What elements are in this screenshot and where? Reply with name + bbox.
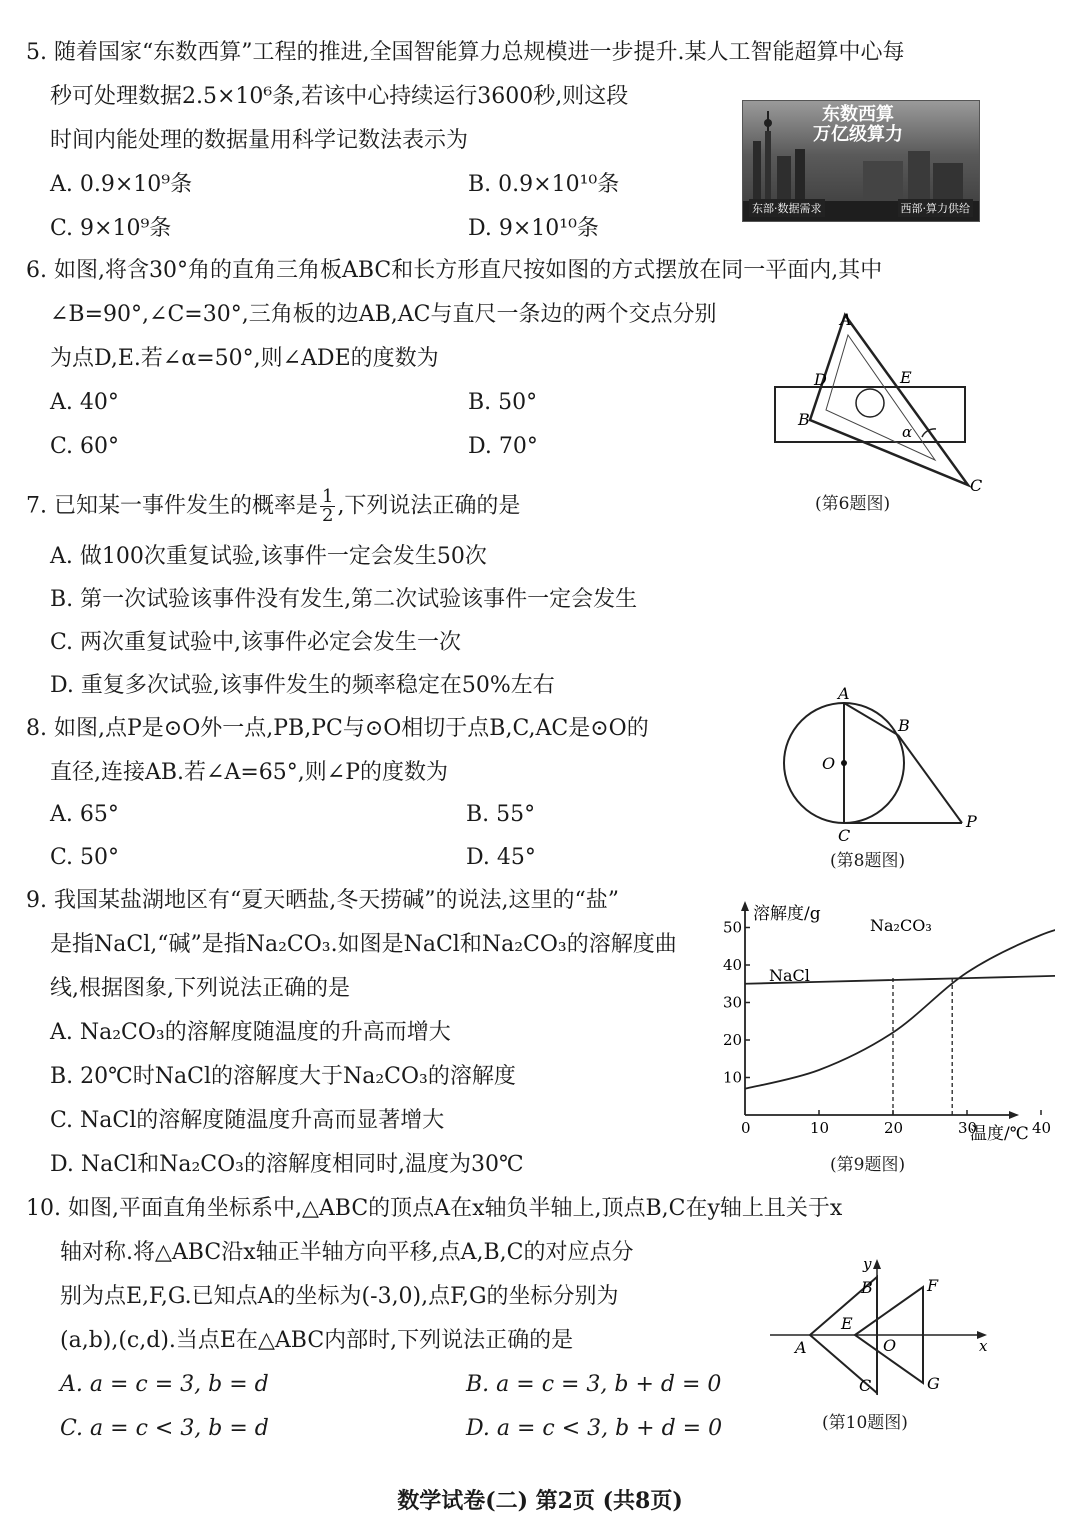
center-dot <box>841 760 847 766</box>
q8-caption: (第8题图) <box>830 851 906 871</box>
label-y: y <box>863 1255 872 1273</box>
label-f: F <box>927 1276 939 1295</box>
triangle-abc <box>810 315 968 485</box>
q5-option-c: C. 9×10⁹条 <box>50 216 172 241</box>
q6-line1: 6. 如图,将含30°角的直角三角板ABC和长方形直尺按如图的方式摆放在同一平面内,其中 <box>26 258 883 283</box>
x-axis-arrow <box>1009 1111 1019 1119</box>
y-axis-label: 溶解度/g <box>753 904 821 924</box>
label-x: x <box>979 1337 988 1355</box>
x-tick-label: 0 <box>741 1119 751 1137</box>
q9-line1: 9. 我国某盐湖地区有“夏天晒盐,冬天捞碱”的说法,这里的“盐” <box>26 888 619 913</box>
q7-option-b: B. 第一次试验该事件没有发生,第二次试验该事件一定会发生 <box>50 587 638 612</box>
q9-option-d: D. NaCl和Na₂CO₃的溶解度相同时,温度为30℃ <box>50 1152 524 1177</box>
label-b: B <box>861 1278 873 1297</box>
q9-option-c: C. NaCl的溶解度随温度升高而显著增大 <box>50 1108 445 1133</box>
q10-line2: 轴对称.将△ABC沿x轴正半轴方向平移,点A,B,C的对应点分 <box>60 1240 634 1265</box>
y-axis-arrow <box>741 901 749 911</box>
q6-line3: 为点D,E.若∠α=50°,则∠ADE的度数为 <box>50 346 439 371</box>
label-a: A <box>840 310 852 329</box>
label-e: E <box>900 368 912 387</box>
q10-option-b: B. a = c = 3, b + d = 0 <box>466 1372 722 1397</box>
label-a: A <box>838 685 850 703</box>
label-b: B <box>798 410 810 429</box>
label-o: O <box>822 754 836 773</box>
x-tick-label: 20 <box>884 1119 904 1137</box>
q6-option-a: A. 40° <box>50 390 119 415</box>
label-p: P <box>966 812 977 831</box>
q5-option-d: D. 9×10¹⁰条 <box>468 216 599 241</box>
q10-line3: 别为点E,F,G.已知点A的坐标为(-3,0),点F,G的坐标分别为 <box>60 1284 619 1309</box>
series-na2co3-line <box>745 928 1055 1089</box>
series-na2co3-label: Na₂CO₃ <box>870 916 932 935</box>
q10-caption: (第10题图) <box>822 1413 908 1433</box>
label-e: E <box>841 1314 853 1333</box>
q8-option-c: C. 50° <box>50 845 120 870</box>
label-o: O <box>883 1336 897 1355</box>
label-a: A <box>795 1338 807 1357</box>
q7-frac-num: 1 <box>321 486 334 507</box>
photo-right-tag: 西部·算力供给 <box>898 199 974 217</box>
q6-option-b: B. 50° <box>468 390 538 415</box>
y-tick-label: 40 <box>723 956 743 974</box>
triangle-hole <box>856 389 884 417</box>
q8-option-b: B. 55° <box>466 802 536 827</box>
label-d: D <box>814 370 827 389</box>
east-data-west-compute-photo <box>742 100 980 222</box>
q10-option-c: C. a = c < 3, b = d <box>60 1416 269 1441</box>
label-c: C <box>859 1376 872 1395</box>
q5-line3: 时间内能处理的数据量用科学记数法表示为 <box>50 128 469 153</box>
segment-ab <box>844 703 898 735</box>
series-nacl-label: NaCl <box>769 966 810 985</box>
y-tick-label: 30 <box>723 993 743 1012</box>
q8-line2: 直径,连接AB.若∠A=65°,则∠P的度数为 <box>50 760 449 785</box>
q8-line1: 8. 如图,点P是⊙O外一点,PB,PC与⊙O相切于点B,C,AC是⊙O的 <box>26 716 649 741</box>
y-tick-label: 20 <box>723 1031 743 1049</box>
q9-line2: 是指NaCl,“碱”是指Na₂CO₃.如图是NaCl和Na₂CO₃的溶解度曲 <box>50 932 677 957</box>
x-tick-label: 40 <box>1032 1119 1052 1137</box>
label-c: C <box>838 826 851 845</box>
label-alpha: α <box>902 423 913 441</box>
q9-line3: 线,根据图象,下列说法正确的是 <box>50 976 350 1001</box>
q8-figure <box>770 685 990 845</box>
q9-option-b: B. 20℃时NaCl的溶解度大于Na₂CO₃的溶解度 <box>50 1064 516 1089</box>
solubility-chart <box>715 895 1055 1145</box>
y-ticks <box>723 919 750 1087</box>
q8-option-a: A. 65° <box>50 802 119 827</box>
q5-line2: 秒可处理数据2.5×10⁶条,若该中心持续运行3600秒,则这段 <box>50 84 629 109</box>
photo-left-tag: 东部·数据需求 <box>749 199 825 217</box>
q10-option-d: D. a = c < 3, b + d = 0 <box>466 1416 723 1441</box>
q5-line1: 5. 随着国家“东数西算”工程的推进,全国智能算力总规模进一步提升.某人工智能超算中心每 <box>26 40 905 65</box>
y-axis-arrow <box>873 1259 881 1269</box>
q7-frac-den: 2 <box>321 505 334 526</box>
y-tick-label: 50 <box>723 918 743 937</box>
q10-line4: (a,b),(c,d).当点E在△ABC内部时,下列说法正确的是 <box>60 1328 574 1353</box>
label-b: B <box>898 716 910 735</box>
q7-line1 <box>26 488 520 525</box>
q6-figure <box>760 305 1000 495</box>
q7-line1-pre: 7. 已知某一事件发生的概率是 <box>26 493 318 519</box>
q6-caption: (第6题图) <box>815 494 891 514</box>
q7-line1-post: ,下列说法正确的是 <box>337 493 521 519</box>
q6-option-c: C. 60° <box>50 434 120 459</box>
q7-option-c: C. 两次重复试验中,该事件必定会发生一次 <box>50 630 462 655</box>
q8-option-d: D. 45° <box>466 845 536 870</box>
q7-fraction <box>320 488 335 525</box>
q5-option-b: B. 0.9×10¹⁰条 <box>468 172 620 197</box>
q10-line1: 10. 如图,平面直角坐标系中,△ABC的顶点A在x轴负半轴上,顶点B,C在y轴上且关于x <box>26 1196 843 1221</box>
x-axis-label: 温度/℃ <box>970 1124 1029 1144</box>
q7-option-a: A. 做100次重复试验,该事件一定会发生50次 <box>50 544 487 569</box>
label-c: C <box>970 476 983 495</box>
q10-option-a: A. a = c = 3, b = d <box>60 1372 269 1397</box>
reference-lines <box>893 976 952 1115</box>
x-tick-label: 10 <box>810 1119 830 1137</box>
q9-option-a: A. Na₂CO₃的溶解度随温度的升高而增大 <box>50 1020 451 1045</box>
q5-option-a: A. 0.9×10⁹条 <box>50 172 193 197</box>
tangent-pb <box>898 735 962 823</box>
x-tick-label: 30 <box>958 1119 978 1137</box>
q6-option-d: D. 70° <box>468 434 538 459</box>
page-footer: 数学试卷(二) 第2页 (共8页) <box>397 1488 683 1514</box>
y-tick-label: 10 <box>723 1068 743 1087</box>
q10-figure <box>765 1255 995 1405</box>
photo-title: 东数西算 万亿级算力 <box>813 104 903 145</box>
q9-caption: (第9题图) <box>830 1155 906 1175</box>
q6-line2: ∠B=90°,∠C=30°,三角板的边AB,AC与直尺一条边的两个交点分别 <box>50 302 717 327</box>
label-g: G <box>927 1374 940 1393</box>
q7-option-d: D. 重复多次试验,该事件发生的频率稳定在50%左右 <box>50 673 555 698</box>
